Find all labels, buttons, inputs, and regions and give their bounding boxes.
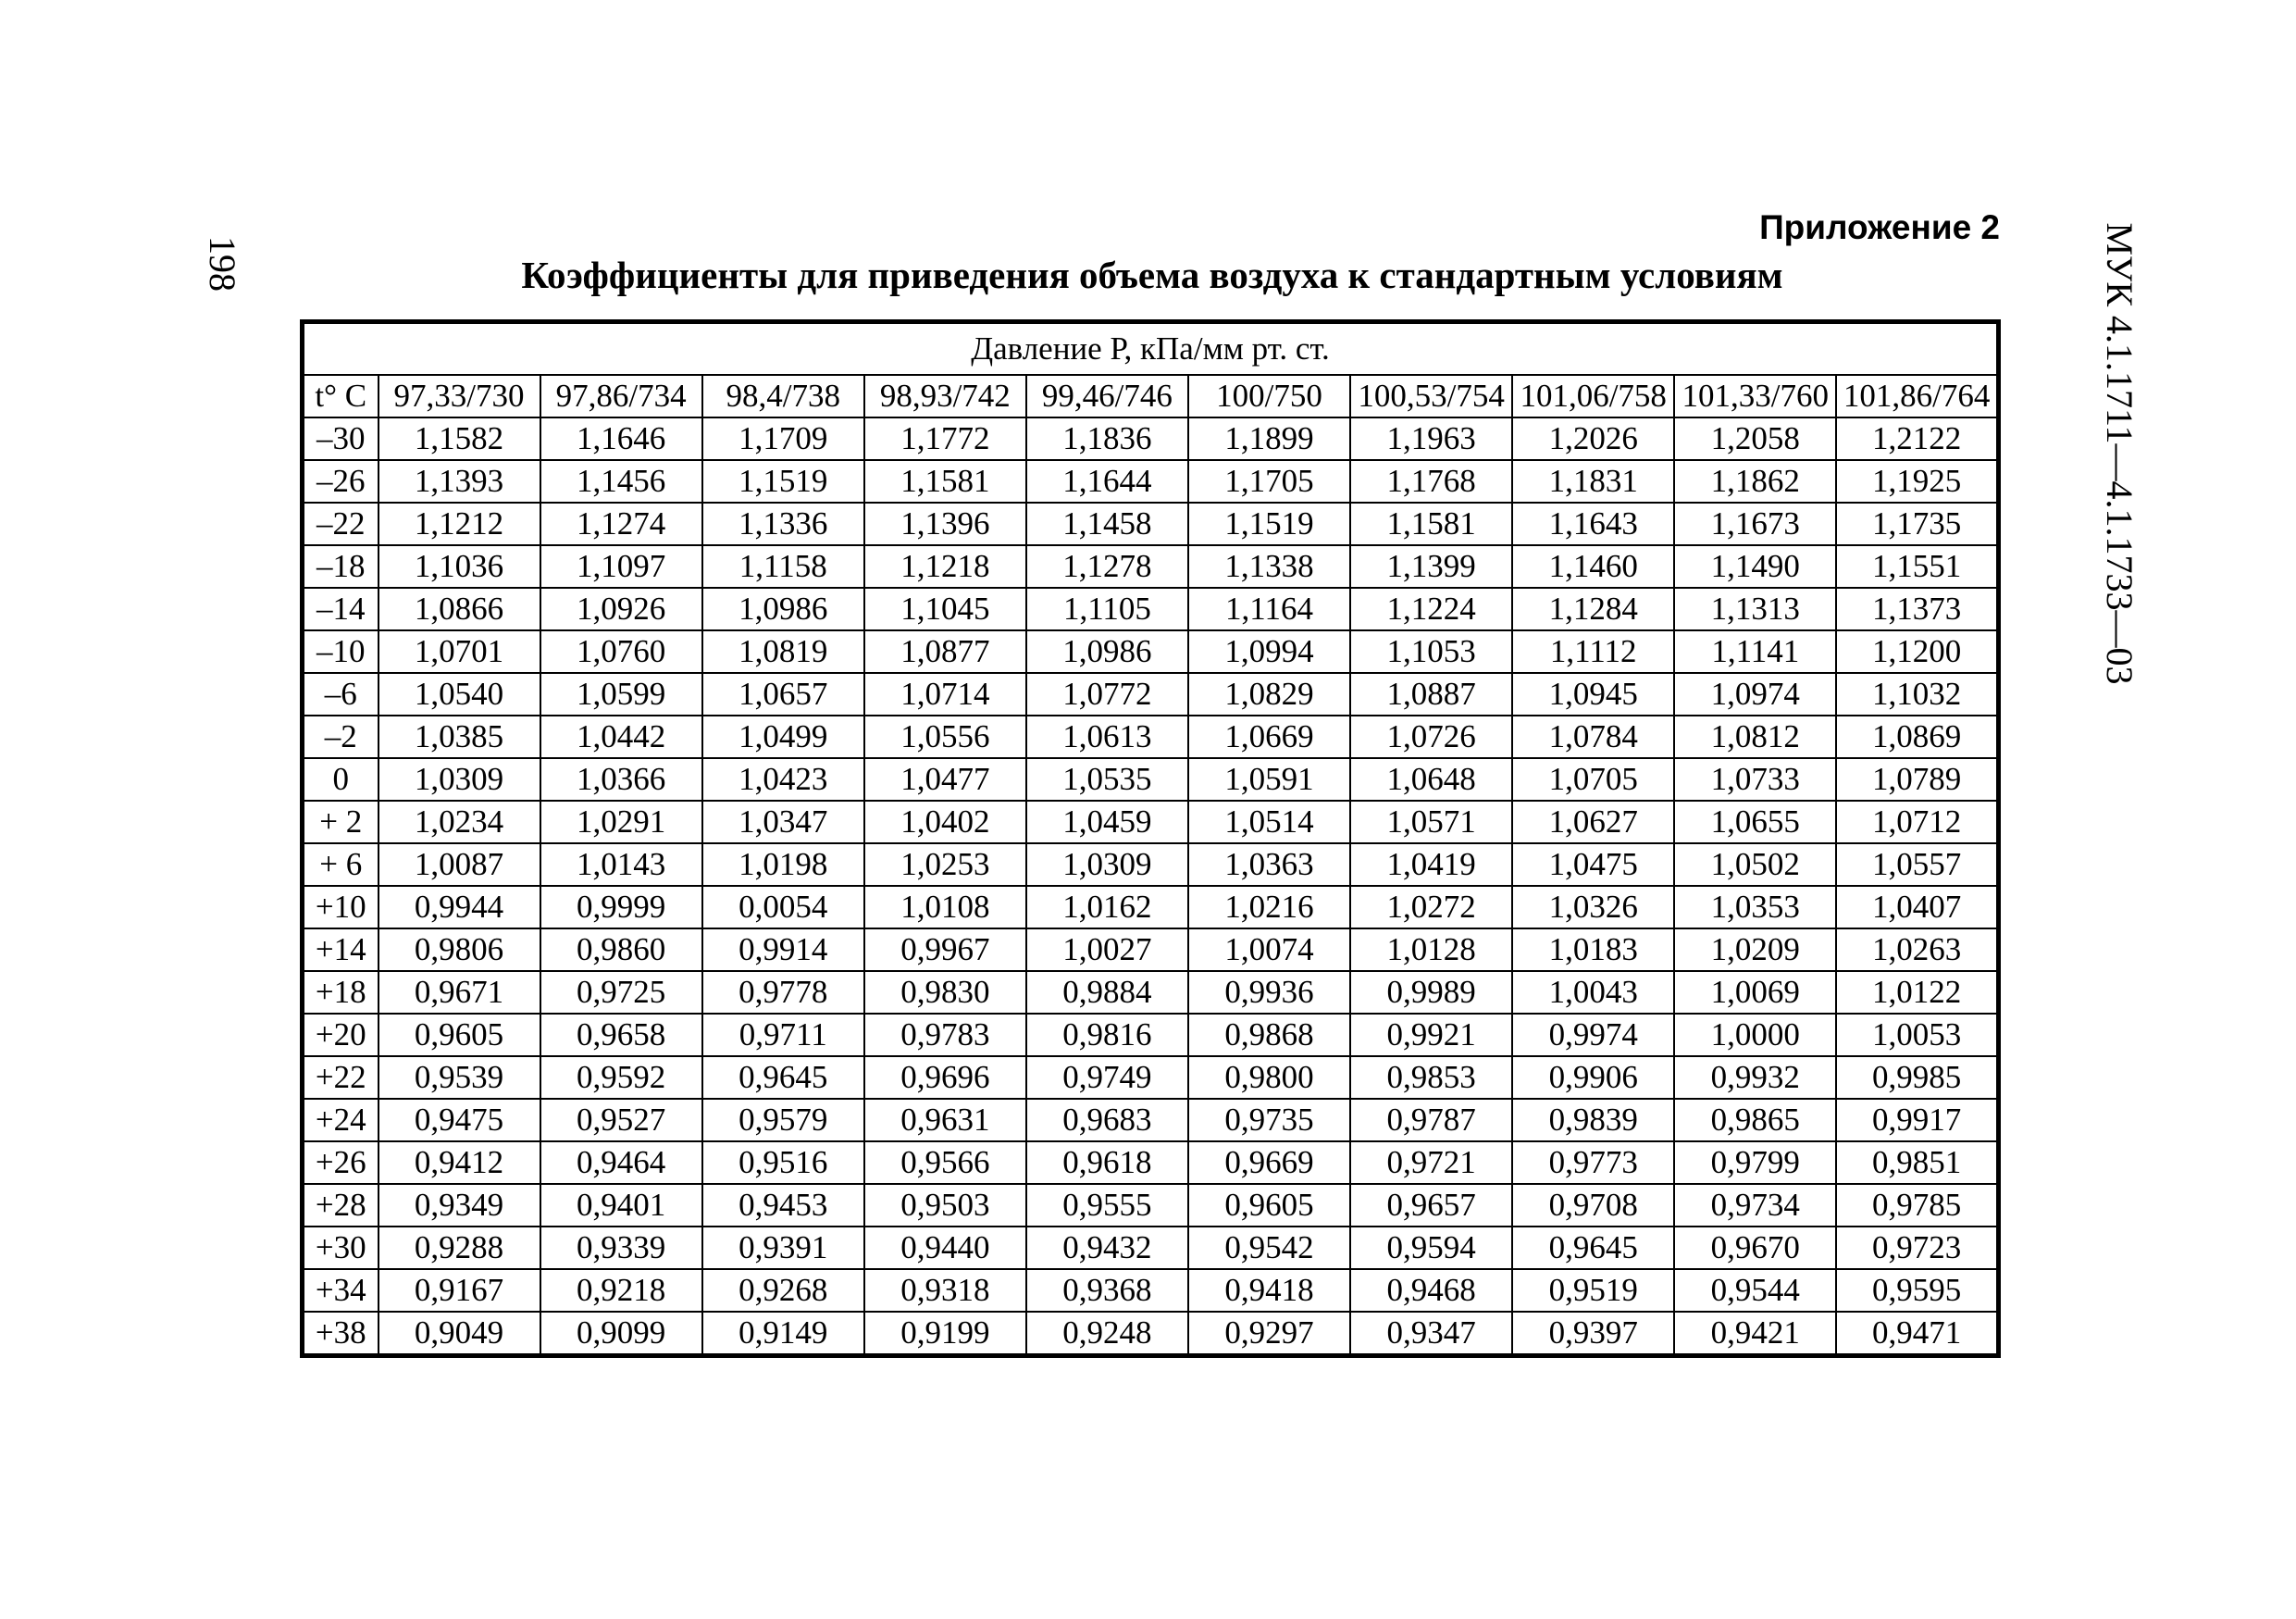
temperature-cell: +22 <box>303 1056 379 1099</box>
document-code: МУК 4.1.1711—4.1.1733—03 <box>2099 222 2141 685</box>
coefficient-cell: 0,9099 <box>540 1312 702 1356</box>
coefficient-cell: 1,0419 <box>1350 843 1512 886</box>
coefficient-cell: 0,9974 <box>1512 1014 1674 1056</box>
coefficient-cell: 1,1551 <box>1836 545 1998 588</box>
coefficient-cell: 1,1212 <box>379 503 540 545</box>
coefficient-cell: 0,9799 <box>1674 1141 1836 1184</box>
temperature-cell: +38 <box>303 1312 379 1356</box>
coefficient-cell: 0,9999 <box>540 886 702 928</box>
coefficient-cell: 1,1393 <box>379 460 540 503</box>
coefficient-cell: 1,0309 <box>379 758 540 801</box>
temperature-cell: 0 <box>303 758 379 801</box>
coefficient-cell: 1,0272 <box>1350 886 1512 928</box>
coefficient-cell: 1,0475 <box>1512 843 1674 886</box>
coefficient-cell: 0,9711 <box>702 1014 864 1056</box>
coefficient-cell: 0,9539 <box>379 1056 540 1099</box>
coefficient-cell: 0,9806 <box>379 928 540 971</box>
coefficient-cell: 0,9735 <box>1188 1099 1350 1141</box>
coefficient-cell: 1,0074 <box>1188 928 1350 971</box>
coefficient-cell: 1,1735 <box>1836 503 1998 545</box>
coefficient-cell: 1,0108 <box>864 886 1026 928</box>
coefficient-cell: 0,9453 <box>702 1184 864 1227</box>
coefficient-cell: 1,0945 <box>1512 673 1674 716</box>
coefficient-cell: 1,0309 <box>1026 843 1188 886</box>
coefficient-cell: 1,0183 <box>1512 928 1674 971</box>
coefficient-cell: 0,9503 <box>864 1184 1026 1227</box>
pressure-column-header: 97,86/734 <box>540 375 702 417</box>
coefficient-cell: 1,0789 <box>1836 758 1998 801</box>
coefficient-cell: 1,1862 <box>1674 460 1836 503</box>
coefficient-cell: 1,0760 <box>540 630 702 673</box>
temperature-cell: +30 <box>303 1227 379 1269</box>
temperature-cell: +18 <box>303 971 379 1014</box>
pressure-column-header: 101,86/764 <box>1836 375 1998 417</box>
coefficient-cell: 1,0986 <box>1026 630 1188 673</box>
coefficient-cell: 1,0613 <box>1026 716 1188 758</box>
coefficient-cell: 0,9749 <box>1026 1056 1188 1099</box>
coefficient-cell: 0,9464 <box>540 1141 702 1184</box>
coefficient-cell: 1,0926 <box>540 588 702 630</box>
appendix-label: Приложение 2 <box>1759 208 2000 246</box>
coefficient-cell: 0,9544 <box>1674 1269 1836 1312</box>
temperature-cell: + 6 <box>303 843 379 886</box>
table-row <box>303 716 1999 758</box>
coefficient-cell: 0,9605 <box>379 1014 540 1056</box>
coefficient-cell: 0,9773 <box>1512 1141 1674 1184</box>
coefficient-cell: 1,0253 <box>864 843 1026 886</box>
coefficient-cell: 1,1396 <box>864 503 1026 545</box>
coefficient-cell: 0,9921 <box>1350 1014 1512 1056</box>
coefficient-cell: 0,9800 <box>1188 1056 1350 1099</box>
coefficient-cell: 1,1644 <box>1026 460 1188 503</box>
coefficient-cell: 0,9696 <box>864 1056 1026 1099</box>
column-header-row <box>303 375 1999 417</box>
coefficient-cell: 0,9936 <box>1188 971 1350 1014</box>
coefficient-cell: 1,0829 <box>1188 673 1350 716</box>
coefficient-cell: 0,9297 <box>1188 1312 1350 1356</box>
table-row <box>303 758 1999 801</box>
coefficient-cell: 0,9248 <box>1026 1312 1188 1356</box>
coefficient-cell: 0,9471 <box>1836 1312 1998 1356</box>
coefficient-cell: 1,0974 <box>1674 673 1836 716</box>
table-row <box>303 1014 1999 1056</box>
coefficient-cell: 0,9645 <box>702 1056 864 1099</box>
pressure-column-header: 100/750 <box>1188 375 1350 417</box>
coefficient-cell: 0,9199 <box>864 1312 1026 1356</box>
table-row <box>303 801 1999 843</box>
coefficient-cell: 1,1036 <box>379 545 540 588</box>
coefficient-cell: 1,1112 <box>1512 630 1674 673</box>
coefficient-cell: 0,9527 <box>540 1099 702 1141</box>
coefficient-cell: 0,9566 <box>864 1141 1026 1184</box>
coefficient-cell: 1,1490 <box>1674 545 1836 588</box>
table-title: Коэффициенты для приведения объема воздуха к стандартным условиям <box>521 254 1783 296</box>
coefficient-cell: 0,9542 <box>1188 1227 1350 1269</box>
coefficient-cell: 0,9816 <box>1026 1014 1188 1056</box>
pressure-column-header: 101,06/758 <box>1512 375 1674 417</box>
coefficient-cell: 1,0216 <box>1188 886 1350 928</box>
coefficient-cell: 0,9288 <box>379 1227 540 1269</box>
coefficient-cell: 1,1313 <box>1674 588 1836 630</box>
temperature-header: t° С <box>303 375 379 417</box>
coefficient-cell: 0,9605 <box>1188 1184 1350 1227</box>
temperature-cell: –10 <box>303 630 379 673</box>
pressure-header-row <box>303 322 1999 376</box>
coefficient-cell: 1,0423 <box>702 758 864 801</box>
coefficient-cell: 1,0402 <box>864 801 1026 843</box>
coefficient-cell: 0,9218 <box>540 1269 702 1312</box>
coefficient-cell: 0,9516 <box>702 1141 864 1184</box>
coefficient-cell: 1,0291 <box>540 801 702 843</box>
coefficient-cell: 0,9860 <box>540 928 702 971</box>
coefficient-cell: 1,0648 <box>1350 758 1512 801</box>
coefficient-cell: 0,9368 <box>1026 1269 1188 1312</box>
coefficient-cell: 1,0599 <box>540 673 702 716</box>
coefficient-cell: 1,0627 <box>1512 801 1674 843</box>
coefficient-cell: 1,1899 <box>1188 417 1350 460</box>
coefficient-cell: 0,9618 <box>1026 1141 1188 1184</box>
coefficient-cell: 0,9830 <box>864 971 1026 1014</box>
coefficient-cell: 1,1224 <box>1350 588 1512 630</box>
coefficient-cell: 0,9723 <box>1836 1227 1998 1269</box>
table-body <box>303 417 1999 1356</box>
coefficient-cell: 0,9725 <box>540 971 702 1014</box>
coefficient-cell: 0,9683 <box>1026 1099 1188 1141</box>
table-row <box>303 886 1999 928</box>
coefficient-cell: 1,1581 <box>864 460 1026 503</box>
coefficient-cell: 1,1141 <box>1674 630 1836 673</box>
coefficient-cell: 1,0385 <box>379 716 540 758</box>
coefficient-cell: 1,1831 <box>1512 460 1674 503</box>
coefficient-cell: 0,9917 <box>1836 1099 1998 1141</box>
page-number: 198 <box>202 236 243 292</box>
coefficient-cell: 1,0887 <box>1350 673 1512 716</box>
coefficient-cell: 0,9391 <box>702 1227 864 1269</box>
coefficient-cell: 0,9985 <box>1836 1056 1998 1099</box>
coefficient-cell: 1,0122 <box>1836 971 1998 1014</box>
coefficient-cell: 1,0557 <box>1836 843 1998 886</box>
coefficient-cell: 1,1925 <box>1836 460 1998 503</box>
coefficient-cell: 0,9412 <box>379 1141 540 1184</box>
coefficient-cell: 0,9594 <box>1350 1227 1512 1269</box>
coefficient-cell: 1,0866 <box>379 588 540 630</box>
coefficient-cell: 1,1164 <box>1188 588 1350 630</box>
coefficient-cell: 1,2058 <box>1674 417 1836 460</box>
coefficient-cell: 0,9657 <box>1350 1184 1512 1227</box>
coefficient-cell: 1,1158 <box>702 545 864 588</box>
temperature-cell: –26 <box>303 460 379 503</box>
temperature-cell: + 2 <box>303 801 379 843</box>
pressure-column-header: 97,33/730 <box>379 375 540 417</box>
coefficient-cell: 1,0363 <box>1188 843 1350 886</box>
coefficient-cell: 1,1097 <box>540 545 702 588</box>
temperature-cell: +28 <box>303 1184 379 1227</box>
coefficient-cell: 1,0994 <box>1188 630 1350 673</box>
coefficient-cell: 0,9785 <box>1836 1184 1998 1227</box>
coefficient-cell: 0,9865 <box>1674 1099 1836 1141</box>
coefficient-cell: 1,0812 <box>1674 716 1836 758</box>
coefficient-cell: 1,0535 <box>1026 758 1188 801</box>
coefficient-cell: 1,1963 <box>1350 417 1512 460</box>
coefficient-cell: 0,9669 <box>1188 1141 1350 1184</box>
coefficient-cell: 1,0263 <box>1836 928 1998 971</box>
coefficient-cell: 1,1836 <box>1026 417 1188 460</box>
coefficient-cell: 1,0669 <box>1188 716 1350 758</box>
coefficient-cell: 1,1105 <box>1026 588 1188 630</box>
coefficient-cell: 0,9967 <box>864 928 1026 971</box>
table-row <box>303 971 1999 1014</box>
coefficient-cell: 1,1582 <box>379 417 540 460</box>
coefficient-cell: 0,9851 <box>1836 1141 1998 1184</box>
temperature-cell: +24 <box>303 1099 379 1141</box>
coefficient-cell: 1,1218 <box>864 545 1026 588</box>
coefficient-cell: 0,9783 <box>864 1014 1026 1056</box>
coefficient-cell: 1,0162 <box>1026 886 1188 928</box>
coefficient-cell: 1,0502 <box>1674 843 1836 886</box>
coefficient-cell: 1,0143 <box>540 843 702 886</box>
coefficient-cell: 0,9631 <box>864 1099 1026 1141</box>
pressure-column-header: 100,53/754 <box>1350 375 1512 417</box>
table-row <box>303 630 1999 673</box>
coefficient-cell: 1,1705 <box>1188 460 1350 503</box>
coefficient-cell: 1,0556 <box>864 716 1026 758</box>
coefficient-cell: 1,1643 <box>1512 503 1674 545</box>
coefficient-cell: 0,9167 <box>379 1269 540 1312</box>
coefficient-cell: 0,9787 <box>1350 1099 1512 1141</box>
coefficient-cell: 1,1519 <box>1188 503 1350 545</box>
coefficient-cell: 1,0514 <box>1188 801 1350 843</box>
coefficient-cell: 1,0209 <box>1674 928 1836 971</box>
table-row <box>303 1184 1999 1227</box>
coefficient-cell: 1,1284 <box>1512 588 1674 630</box>
temperature-cell: –6 <box>303 673 379 716</box>
coefficient-cell: 1,0726 <box>1350 716 1512 758</box>
coefficient-cell: 0,9347 <box>1350 1312 1512 1356</box>
coefficient-cell: 1,0772 <box>1026 673 1188 716</box>
coefficient-cell: 1,1772 <box>864 417 1026 460</box>
temperature-cell: +34 <box>303 1269 379 1312</box>
table-row <box>303 1141 1999 1184</box>
coefficient-cell: 1,1045 <box>864 588 1026 630</box>
temperature-cell: +26 <box>303 1141 379 1184</box>
coefficient-cell: 1,1646 <box>540 417 702 460</box>
coefficient-cell: 1,0655 <box>1674 801 1836 843</box>
pressure-header: Давление Р, кПа/мм рт. ст. <box>303 322 1999 376</box>
coefficient-cell: 1,0714 <box>864 673 1026 716</box>
coefficient-cell: 1,0540 <box>379 673 540 716</box>
coefficient-cell: 0,9475 <box>379 1099 540 1141</box>
coefficient-cell: 0,9268 <box>702 1269 864 1312</box>
coefficient-cell: 1,1336 <box>702 503 864 545</box>
coefficient-cell: 0,9149 <box>702 1312 864 1356</box>
coefficient-cell: 0,9906 <box>1512 1056 1674 1099</box>
temperature-cell: +10 <box>303 886 379 928</box>
coefficient-cell: 1,0000 <box>1674 1014 1836 1056</box>
coefficient-cell: 1,1278 <box>1026 545 1188 588</box>
coefficient-cell: 0,9418 <box>1188 1269 1350 1312</box>
coefficient-cell: 0,9778 <box>702 971 864 1014</box>
coefficient-cell: 1,1053 <box>1350 630 1512 673</box>
coefficient-cell: 1,1373 <box>1836 588 1998 630</box>
coefficient-cell: 0,9421 <box>1674 1312 1836 1356</box>
temperature-cell: –22 <box>303 503 379 545</box>
coefficient-cell: 0,9671 <box>379 971 540 1014</box>
coefficient-cell: 0,9397 <box>1512 1312 1674 1356</box>
coefficient-cell: 1,0128 <box>1350 928 1512 971</box>
coefficient-cell: 0,0054 <box>702 886 864 928</box>
coefficient-cell: 0,9989 <box>1350 971 1512 1014</box>
coefficient-cell: 0,9645 <box>1512 1227 1674 1269</box>
coefficient-cell: 0,9349 <box>379 1184 540 1227</box>
coefficient-cell: 1,0477 <box>864 758 1026 801</box>
coefficient-cell: 0,9468 <box>1350 1269 1512 1312</box>
coefficient-cell: 1,1673 <box>1674 503 1836 545</box>
coefficient-cell: 1,0591 <box>1188 758 1350 801</box>
coefficient-cell: 0,9884 <box>1026 971 1188 1014</box>
coefficient-cell: 0,9839 <box>1512 1099 1674 1141</box>
coefficient-cell: 1,0043 <box>1512 971 1674 1014</box>
coefficient-cell: 0,9708 <box>1512 1184 1674 1227</box>
coefficient-cell: 0,9721 <box>1350 1141 1512 1184</box>
coefficient-cell: 1,0027 <box>1026 928 1188 971</box>
coefficient-cell: 1,0366 <box>540 758 702 801</box>
coefficient-cell: 1,0657 <box>702 673 864 716</box>
temperature-cell: –2 <box>303 716 379 758</box>
coefficient-cell: 1,0069 <box>1674 971 1836 1014</box>
coefficient-cell: 1,1768 <box>1350 460 1512 503</box>
coefficient-cell: 1,0234 <box>379 801 540 843</box>
coefficient-cell: 0,9658 <box>540 1014 702 1056</box>
coefficient-cell: 1,0459 <box>1026 801 1188 843</box>
coefficient-cell: 1,0705 <box>1512 758 1674 801</box>
coefficient-cell: 1,2026 <box>1512 417 1674 460</box>
table-row <box>303 417 1999 460</box>
coefficient-cell: 0,9401 <box>540 1184 702 1227</box>
coefficient-cell: 1,0733 <box>1674 758 1836 801</box>
coefficient-cell: 1,0869 <box>1836 716 1998 758</box>
coefficient-cell: 1,0712 <box>1836 801 1998 843</box>
table-row <box>303 1099 1999 1141</box>
temperature-cell: –18 <box>303 545 379 588</box>
table-row <box>303 460 1999 503</box>
coefficient-cell: 1,0347 <box>702 801 864 843</box>
pressure-column-header: 98,4/738 <box>702 375 864 417</box>
coefficient-cell: 0,9049 <box>379 1312 540 1356</box>
coefficient-cell: 0,9318 <box>864 1269 1026 1312</box>
coefficient-cell: 1,0499 <box>702 716 864 758</box>
table-row <box>303 1227 1999 1269</box>
table-row <box>303 503 1999 545</box>
table-row <box>303 1056 1999 1099</box>
temperature-cell: +14 <box>303 928 379 971</box>
coefficient-cell: 0,9555 <box>1026 1184 1188 1227</box>
coefficient-cell: 1,0326 <box>1512 886 1674 928</box>
coefficient-cell: 1,0701 <box>379 630 540 673</box>
coefficient-cell: 1,0442 <box>540 716 702 758</box>
pressure-column-header: 101,33/760 <box>1674 375 1836 417</box>
coefficient-cell: 0,9670 <box>1674 1227 1836 1269</box>
coefficient-cell: 0,9440 <box>864 1227 1026 1269</box>
table-row <box>303 545 1999 588</box>
coefficient-cell: 1,1519 <box>702 460 864 503</box>
coefficient-cell: 0,9853 <box>1350 1056 1512 1099</box>
coefficient-cell: 1,1456 <box>540 460 702 503</box>
coefficient-cell: 1,1709 <box>702 417 864 460</box>
coefficient-cell: 0,9519 <box>1512 1269 1674 1312</box>
coefficient-cell: 1,0087 <box>379 843 540 886</box>
coefficient-cell: 1,0819 <box>702 630 864 673</box>
pressure-column-header: 99,46/746 <box>1026 375 1188 417</box>
coefficient-cell: 1,1032 <box>1836 673 1998 716</box>
table-row <box>303 843 1999 886</box>
temperature-cell: –14 <box>303 588 379 630</box>
coefficient-cell: 1,0986 <box>702 588 864 630</box>
coefficient-cell: 0,9432 <box>1026 1227 1188 1269</box>
coefficient-cell: 0,9339 <box>540 1227 702 1269</box>
coefficient-cell: 1,1399 <box>1350 545 1512 588</box>
coefficient-cell: 1,1338 <box>1188 545 1350 588</box>
coefficient-cell: 0,9944 <box>379 886 540 928</box>
coefficient-cell: 1,1200 <box>1836 630 1998 673</box>
coefficient-cell: 1,2122 <box>1836 417 1998 460</box>
table-row <box>303 588 1999 630</box>
table-row <box>303 1269 1999 1312</box>
coefficient-cell: 1,1274 <box>540 503 702 545</box>
coefficient-cell: 0,9579 <box>702 1099 864 1141</box>
coefficient-cell: 1,0198 <box>702 843 864 886</box>
coefficient-cell: 1,1458 <box>1026 503 1188 545</box>
coefficient-cell: 0,9914 <box>702 928 864 971</box>
table-row <box>303 673 1999 716</box>
coefficient-cell: 0,9595 <box>1836 1269 1998 1312</box>
temperature-cell: +20 <box>303 1014 379 1056</box>
temperature-cell: –30 <box>303 417 379 460</box>
coefficient-cell: 0,9932 <box>1674 1056 1836 1099</box>
table-row <box>303 928 1999 971</box>
coefficient-cell: 0,9868 <box>1188 1014 1350 1056</box>
coefficient-cell: 0,9734 <box>1674 1184 1836 1227</box>
coefficient-cell: 1,0784 <box>1512 716 1674 758</box>
table-row <box>303 1312 1999 1356</box>
coefficient-cell: 1,0877 <box>864 630 1026 673</box>
coefficient-cell: 1,1581 <box>1350 503 1512 545</box>
pressure-column-header: 98,93/742 <box>864 375 1026 417</box>
coefficient-cell: 1,1460 <box>1512 545 1674 588</box>
coefficient-cell: 1,0571 <box>1350 801 1512 843</box>
coefficient-cell: 1,0407 <box>1836 886 1998 928</box>
coefficient-cell: 1,0053 <box>1836 1014 1998 1056</box>
coefficient-cell: 1,0353 <box>1674 886 1836 928</box>
coefficient-cell: 0,9592 <box>540 1056 702 1099</box>
coefficient-table <box>300 319 2001 1358</box>
